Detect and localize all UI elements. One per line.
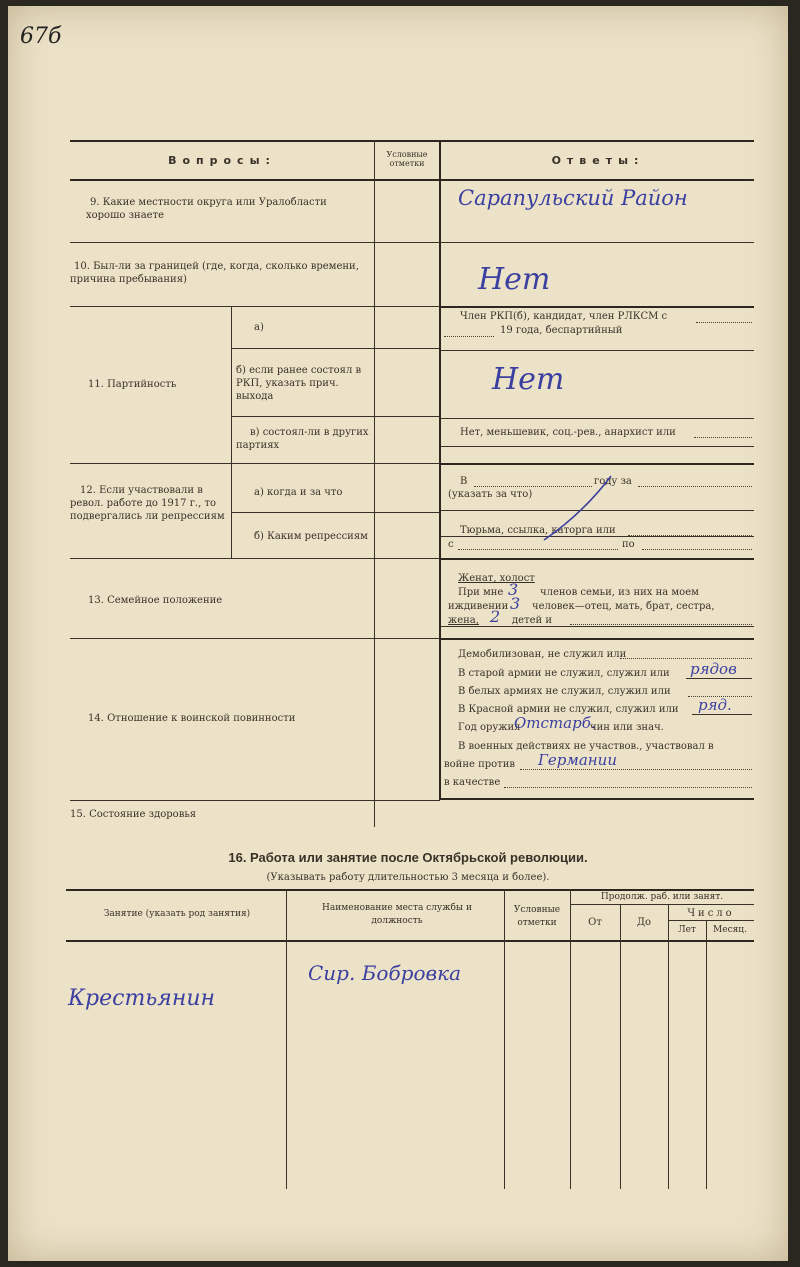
q12-strike-mark — [536, 472, 616, 544]
ans-line-11b — [441, 418, 754, 419]
s16-col-occupation: Занятие (указать род занятия) — [103, 909, 251, 919]
row-sep-12-left — [70, 558, 440, 559]
q12-b-label: б) Каким репрессиям — [254, 531, 368, 542]
q10-answer: Нет — [478, 262, 551, 297]
q13-line4-fill — [570, 624, 752, 625]
q12-label: 12. Если участвовали в револ. работе до 1917 г., то подвергались ли репрессиям — [70, 485, 225, 522]
q13-label: 13. Семейное положение — [88, 595, 223, 606]
q14-l2: В старой армии не служил, служил или — [458, 668, 670, 679]
table-top-border — [70, 140, 754, 142]
q14-l7-a: войне против — [444, 759, 515, 770]
s16-col-months: Месяц. — [713, 925, 747, 935]
q14-l4: В Красной армии не служил, служил или — [458, 704, 679, 715]
q14-l7-fill — [520, 769, 752, 770]
q12-line3-fill-b — [642, 549, 752, 550]
q13-line2-a: При мне — [458, 587, 504, 598]
q12-line3-a: с — [448, 539, 454, 550]
q13-children: 2 — [490, 607, 501, 626]
q14-l1: Демобилизован, не служил или — [458, 649, 627, 660]
s16-col-div-6 — [706, 920, 707, 1189]
ans-sep-10 — [441, 306, 754, 308]
q14-l5-a: Год оружия — [458, 722, 521, 733]
q12-a-label: а) когда и за что — [254, 487, 343, 498]
section16-title: 16. Работа или занятие после Октябрьской революции. — [228, 850, 588, 865]
q11-line1-year: 19 года, беспартийный — [500, 325, 623, 336]
q14-l6: В военных действиях не участвов., участвовал в — [458, 741, 714, 752]
q14-l8: в качестве — [444, 777, 501, 788]
q14-l5-b: чин или знач. — [590, 722, 664, 733]
s16-col-div-1 — [286, 889, 287, 1189]
row-sep-14-left — [70, 800, 440, 801]
q9-label: 9. Какие местности округа или Уралобласти хорошо знаете — [86, 197, 327, 221]
q11-a-label: а) — [254, 322, 264, 333]
q14-l8-fill — [504, 787, 752, 788]
q11-sub-sep-b — [231, 416, 439, 417]
s16-occupation-hw: Крестьянин — [68, 986, 216, 1011]
s16-col-years: Лет — [678, 925, 696, 935]
s16-col-number: Число — [687, 908, 735, 919]
s16-header-bottom — [66, 940, 754, 942]
q12-line1-fill-b — [638, 486, 752, 487]
q14-label: 14. Отношение к воинской повинности — [88, 713, 296, 724]
s16-col-div-4 — [620, 904, 621, 1189]
q11-line1-printed: Член РКП(б), кандидат, член РЛКСМ с — [460, 311, 668, 322]
q14-l5-hw: Отстарб. — [514, 714, 596, 732]
header-answers: Ответы: — [551, 154, 645, 167]
q11-line3-printed: Нет, меньшевик, соц.-рев., анархист или — [460, 427, 676, 438]
row-sep-13-left — [70, 638, 440, 639]
q14-l4-fill — [692, 714, 752, 715]
q13-members: 3 — [508, 580, 519, 599]
row-sep-9 — [70, 242, 754, 243]
section16-subtitle: (Указывать работу длительностью 3 месяца и более). — [266, 872, 550, 883]
col-divider-marks — [439, 140, 441, 800]
q14-l4-hw: ряд. — [698, 696, 732, 714]
q11-v-label: в) состоял-ли в других партиях — [236, 427, 369, 451]
s16-col-duration: Продолж. раб. или занят. — [600, 892, 724, 902]
q14-l7-hw: Германии — [538, 751, 617, 769]
s16-col-from: От — [588, 917, 602, 928]
q13-line4-b: детей и — [512, 615, 553, 626]
ans-sep-11 — [441, 463, 754, 465]
s16-col-to: До — [636, 917, 652, 928]
ans-sep-13 — [441, 638, 754, 640]
q12-sub-sep-a — [231, 512, 439, 513]
q12-line2: Тюрьма, ссылка, каторга или — [460, 525, 616, 536]
s16-col-div-5 — [668, 904, 669, 1189]
s16-col-div-2 — [504, 889, 505, 1189]
s16-col-place: Наименование места службы и должность — [322, 903, 472, 926]
s16-number-sep — [668, 920, 754, 921]
q14-l2-hw: рядов — [690, 660, 737, 678]
q9-answer: Сарапульский Район — [458, 186, 688, 210]
ans-sep-12 — [441, 558, 754, 560]
q13-line1: Женат, холост — [458, 573, 535, 584]
row-sep-10-left — [70, 306, 440, 307]
ans-line-11c — [441, 446, 754, 447]
row-sep-11-left — [70, 463, 440, 464]
header-bottom-border — [70, 179, 754, 181]
q13-dependents: 3 — [510, 594, 521, 613]
s16-place-hw: Сир. Бобровка — [308, 961, 461, 985]
q12-line1-a: В — [460, 476, 468, 487]
q11-q12-sub-divider — [231, 306, 232, 558]
document-page — [8, 6, 788, 1261]
q12-line1-b: году за — [594, 476, 632, 487]
q14-l2-fill — [686, 678, 752, 679]
q13-line3-b: человек—отец, мать, брат, сестра, — [532, 601, 715, 612]
s16-col-div-3 — [570, 889, 571, 1189]
q13-line2-b: членов семьи, из них на моем — [540, 587, 699, 598]
q13-line3-a: иждивении — [448, 601, 509, 612]
q14-l1-fill — [620, 658, 752, 659]
q11-line1-fill — [696, 322, 752, 323]
ans-sep-14 — [441, 798, 754, 800]
q11-label: 11. Партийность — [88, 379, 177, 390]
q11-line3-fill — [694, 437, 752, 438]
q12-line1-c: (указать за что) — [448, 489, 533, 500]
header-marks: Условные отметки — [386, 150, 428, 168]
q15-label: 15. Состояние здоровья — [70, 809, 197, 820]
s16-col-marks: Условные отметки — [513, 905, 561, 928]
q11-b-label: б) если ранее состоял в РКП, указать прич. выхода — [236, 365, 362, 402]
q12-line3-fill-a — [458, 549, 618, 550]
q13-line4-a: жена, — [448, 615, 479, 626]
ans-line-11a — [441, 350, 754, 351]
q10-label: 10. Был-ли за границей (где, когда, сколько времени, причина пребывания) — [70, 261, 359, 285]
archive-number: 67б — [20, 24, 62, 49]
q11-answer: Нет — [492, 362, 565, 397]
q14-l3: В белых армиях не служил, служил или — [458, 686, 671, 697]
q12-line3-b: по — [622, 539, 635, 550]
s16-duration-sep — [570, 904, 754, 905]
q11-sub-sep-a — [231, 348, 439, 349]
q11-line1-year-fill — [444, 336, 494, 337]
col-divider-questions — [374, 140, 375, 827]
header-questions: Вопросы: — [168, 154, 276, 167]
ans-line-13 — [441, 626, 754, 627]
q12-line2-fill — [628, 535, 752, 536]
